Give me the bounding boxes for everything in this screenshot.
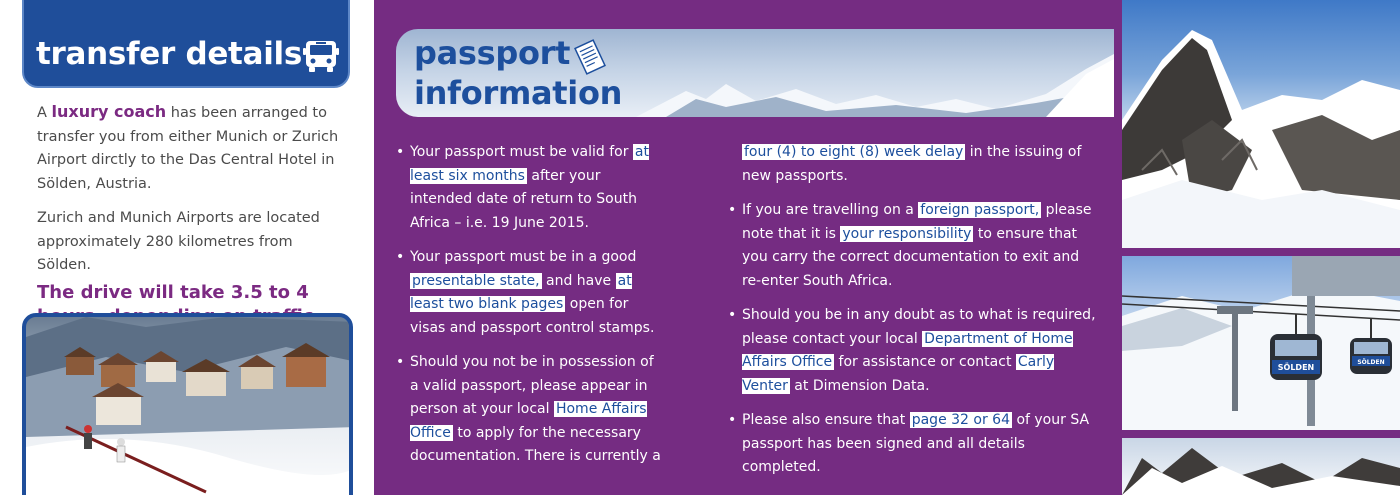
highlight-six-months: at least six months [410, 144, 649, 184]
passport-information-banner [396, 29, 1114, 117]
transfer-details-title: transfer details [36, 36, 302, 72]
text-segment: and have [541, 272, 616, 289]
highlight-page-32-or-64: page 32 or 64 [911, 412, 1010, 428]
resort-village-photo [22, 313, 353, 495]
text-segment: open for visas and passport control stamps. [410, 296, 655, 336]
luxury-coach-highlight: luxury coach [51, 102, 167, 121]
transfer-details-header [22, 0, 350, 88]
passport-bullet-condition [396, 246, 666, 340]
text-segment: in the issuing of new passports. [742, 144, 1082, 184]
highlight-your-responsibility: your responsibility [842, 225, 972, 242]
transfer-details-panel [0, 0, 374, 495]
title-line-2: information [414, 74, 623, 112]
gondola-lift-photo [1122, 256, 1400, 430]
snow-slope-photo [1122, 438, 1400, 495]
passport-bullet-no-passport-continued [728, 141, 1100, 188]
highlight-home-affairs-office: Home Affairs Office [410, 401, 647, 441]
text-segment: If you are travelling on a [742, 202, 919, 218]
passport-column-1 [396, 141, 666, 480]
text-segment: Should you be in any doubt as to what is required, please contact your local [742, 307, 1096, 347]
passport-column-2 [728, 141, 1100, 491]
passport-bullet-doubt [728, 304, 1100, 398]
passport-bullet-signature [728, 409, 1100, 480]
text-segment: please note that it is [742, 202, 1092, 242]
gondola-label-2: SÖLDEN [1357, 359, 1385, 366]
title-line-1: passport [414, 34, 571, 72]
text-segment: at Dimension Data. [789, 377, 930, 394]
text-segment: for assistance or contact [834, 354, 1016, 370]
highlight-week-delay: four (4) to eight (8) week delay [744, 144, 964, 160]
transfer-details-text [37, 100, 347, 340]
text-segment: has been arranged to transfer you from either Munich or Zurich Airport dirctly to the Das Central Hotel in Sölden, Austria. [37, 105, 339, 192]
highlight-presentable-state: presentable state, [412, 272, 540, 289]
transfer-paragraph-1 [37, 100, 347, 196]
gondola-label-1: SÖLDEN [1277, 363, 1315, 372]
passport-bullet-foreign [728, 199, 1100, 293]
passport-bullet-no-passport [396, 351, 666, 469]
passport-document-icon [572, 39, 608, 75]
highlight-department-home-affairs: Department of Home Affairs Office [742, 330, 1073, 370]
passport-bullet-validity [396, 141, 666, 235]
resort-scene-illustration [26, 317, 353, 495]
text-segment: Your passport must be valid for [410, 144, 633, 160]
bus-icon [302, 38, 340, 74]
photo-strip [1114, 0, 1400, 495]
highlight-blank-pages: at least two blank pages [410, 272, 632, 312]
highlight-foreign-passport: foreign passport, [920, 202, 1040, 218]
gondola-scene-illustration [1122, 256, 1400, 430]
text-segment: A [37, 105, 52, 121]
text-segment: of your SA passport has been signed and all details completed. [742, 412, 1090, 475]
text-segment: Should you not be in possession of a valid passport, please appear in person at your local [410, 354, 654, 417]
text-segment: after your intended date of return to South Africa – i.e. 19 June 2015. [410, 167, 637, 231]
highlight-carly-venter: Carly Venter [742, 354, 1055, 394]
text-segment: to apply for the necessary documentation. There is currently a [410, 424, 661, 464]
mountain-peak-photo [1122, 0, 1400, 248]
mountain-peak-illustration [1122, 0, 1400, 248]
transfer-paragraph-2: Zurich and Munich Airports are located approximately 280 kilometres from Sölden. [37, 210, 320, 273]
snow-slope-illustration [1122, 438, 1400, 495]
text-segment: Please also ensure that [742, 412, 910, 428]
text-segment: Your passport must be in a good [410, 249, 637, 265]
drive-duration-callout: The drive will take 3.5 to 4 [37, 281, 309, 303]
text-segment: to ensure that you carry the correct documentation to exit and re-enter South Africa. [742, 225, 1080, 289]
